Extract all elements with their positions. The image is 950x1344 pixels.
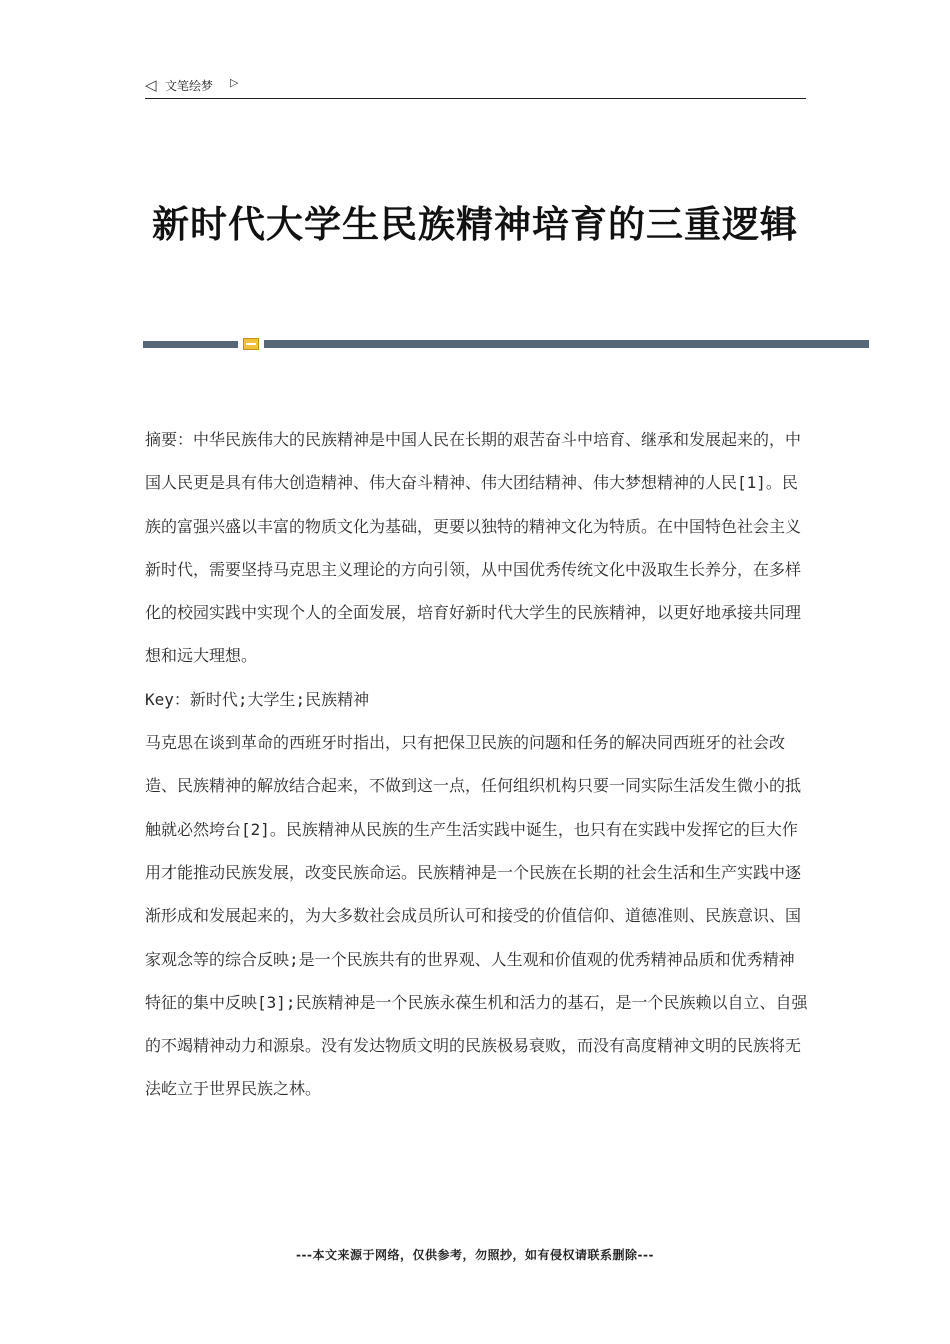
document-body	[145, 418, 810, 1111]
triangle-right-icon: ▷	[230, 76, 239, 89]
page-header	[145, 72, 806, 99]
title-rule-right	[264, 340, 869, 348]
body-paragraph: 马克思在谈到革命的西班牙时指出，只有把保卫民族的问题和任务的解决同西班牙的社会改造、民族精神的解放结合起来，不做到这一点，任何组织机构只要一同实际生活发生微小的抵触就必然垮台[2]。民族精神从民族的生产生活实践中诞生，也只有在实践中发挥它的巨大作用才能推动民族发展，改变民族命运。民族精神是一个民族在长期的社会生活和生产实践中逐渐形成和发展起来的，为大多数社会成员所认可和接受的价值信仰、道德准则、民族意识、国家观念等的综合反映;是一个民族共有的世界观、人生观和价值观的优秀精神品质和优秀精神特征的集中反映[3];民族精神是一个民族永葆生机和活力的基石，是一个民族赖以自立、自强的不竭精神动力和源泉。没有发达物质文明的民族极易衰败，而没有高度精神文明的民族将无法屹立于世界民族之林。	[145, 733, 808, 1099]
keywords-line: Key：新时代;大学生;民族精神	[145, 689, 370, 709]
rule-badge-icon	[243, 338, 259, 350]
title-rule-left	[143, 341, 238, 348]
document-title: 新时代大学生民族精神培育的三重逻辑	[152, 202, 798, 246]
header-brand: 文笔绘梦	[165, 79, 214, 93]
footer-disclaimer: ---本文来源于网络，仅供参考，勿照抄，如有侵权请联系删除---	[296, 1248, 654, 1262]
abstract-paragraph: 摘要：中华民族伟大的民族精神是中国人民在长期的艰苦奋斗中培育、继承和发展起来的，中国人民更是具有伟大创造精神、伟大奋斗精神、伟大团结精神、伟大梦想精神的人民[1]。民族的富强兴盛以丰富的物质文化为基础，更要以独特的精神文化为特质。在中国特色社会主义新时代，需要坚持马克思主义理论的方向引领，从中国优秀传统文化中汲取生长养分，在多样化的校园实践中实现个人的全面发展，培育好新时代大学生的民族精神，以更好地承接共同理想和远大理想。	[145, 430, 802, 666]
triangle-left-icon: ◁	[145, 76, 157, 94]
